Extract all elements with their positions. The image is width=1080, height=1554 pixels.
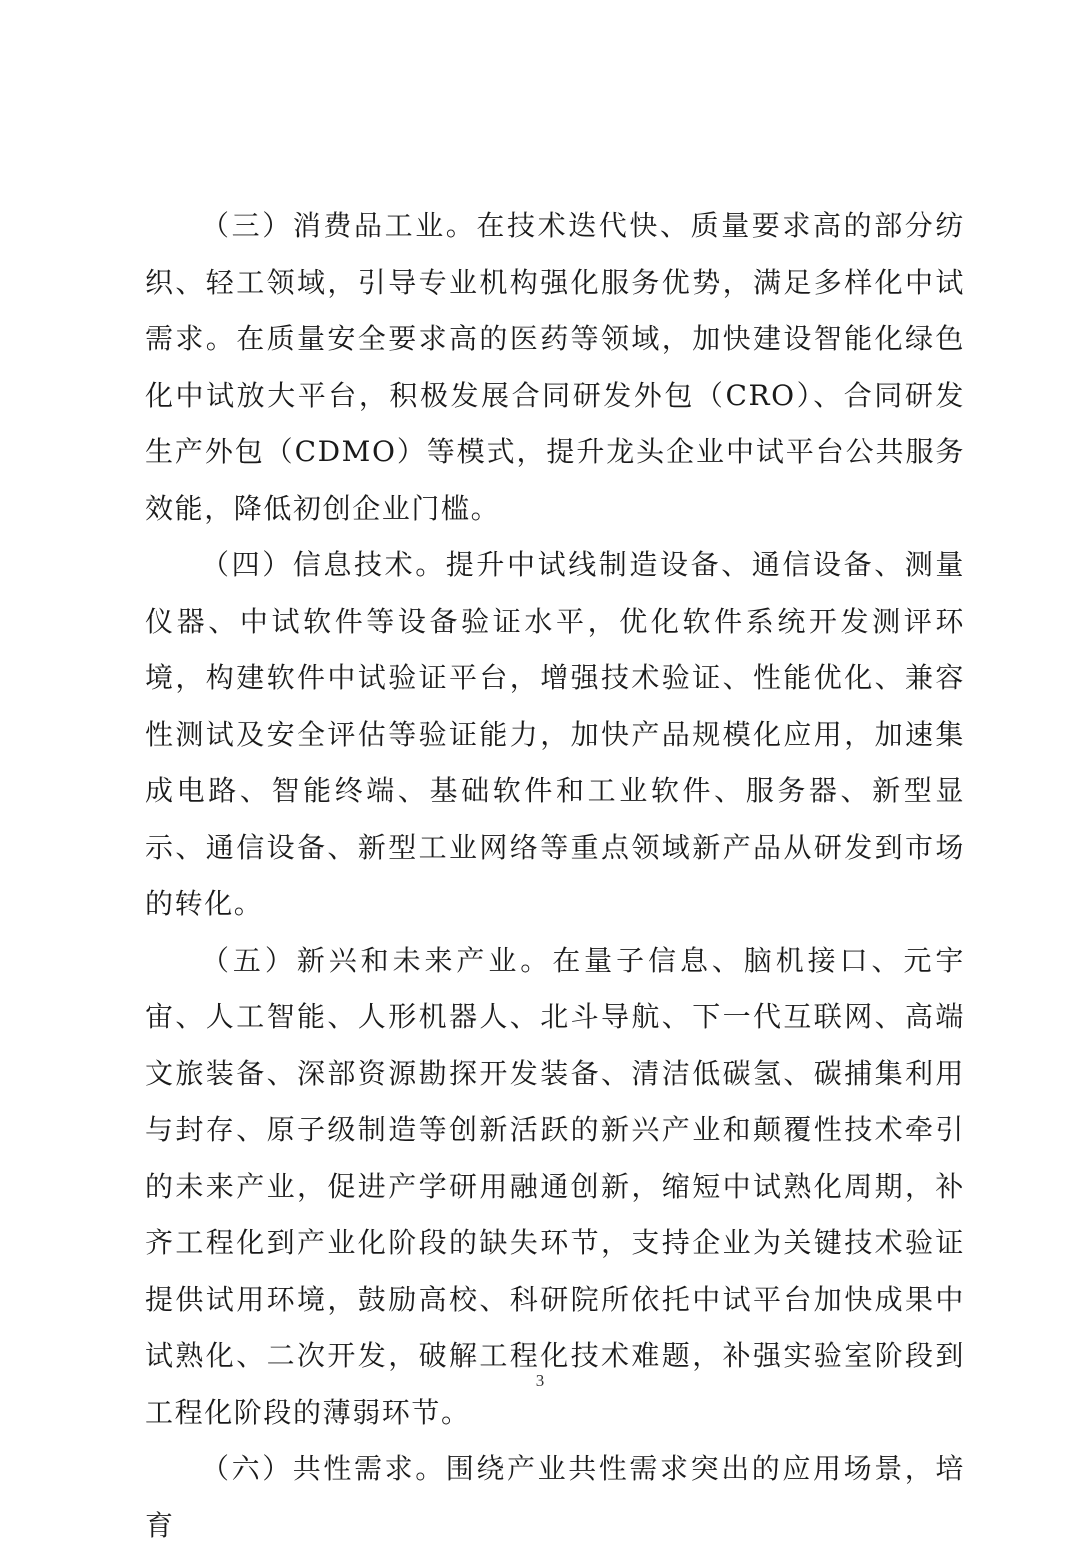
paragraph-text: 围绕产业共性需求突出的应用场景，培育 (145, 1452, 965, 1542)
document-body (145, 198, 965, 1554)
paragraph-consumer-goods (145, 198, 965, 537)
paragraph-information-technology (145, 537, 965, 933)
paragraph-text: 在技术迭代快、质量要求高的部分纺织、轻工领域，引导专业机构强化服务优势，满足多样化中试需求。在质量安全要求高的医药等领域，加快建设智能化绿色化中试放大平台，积极发展合同研发外包（CRO）、合同研发生产外包（CDMO）等模式，提升龙头企业中试平台公共服务效能，降低初创企业门槛。 (145, 209, 965, 525)
paragraph-emerging-industries (145, 933, 965, 1442)
paragraph-text: 提升中试线制造设备、通信设备、测量仪器、中试软件等设备验证水平，优化软件系统开发测评环境，构建软件中试验证平台，增强技术验证、性能优化、兼容性测试及安全评估等验证能力，加快产品规模化应用，加速集成电路、智能终端、基础软件和工业软件、服务器、新型显示、通信设备、新型工业网络等重点领域新产品从研发到市场的转化。 (145, 548, 965, 920)
paragraph-common-needs (145, 1441, 965, 1554)
paragraph-heading: （五）新兴和未来产业。 (201, 943, 553, 977)
paragraph-text: 在量子信息、脑机接口、元宇宙、人工智能、人形机器人、北斗导航、下一代互联网、高端文旅装备、深部资源勘探开发装备、清洁低碳氢、碳捕集利用与封存、原子级制造等创新活跃的新兴产业和颠覆性技术牵引的未来产业，促进产学研用融通创新，缩短中试熟化周期，补齐工程化到产业化阶段的缺失环节，支持企业为关键技术验证提供试用环境，鼓励高校、科研院所依托中试平台加快成果中试熟化、二次开发，破解工程化技术难题，补强实验室阶段到工程化阶段的薄弱环节。 (145, 943, 965, 1429)
paragraph-heading: （三）消费品工业。 (201, 209, 477, 242)
page-number: 3 (535, 1371, 545, 1390)
paragraph-heading: （四）信息技术。 (201, 548, 446, 581)
paragraph-heading: （六）共性需求。 (201, 1452, 446, 1485)
